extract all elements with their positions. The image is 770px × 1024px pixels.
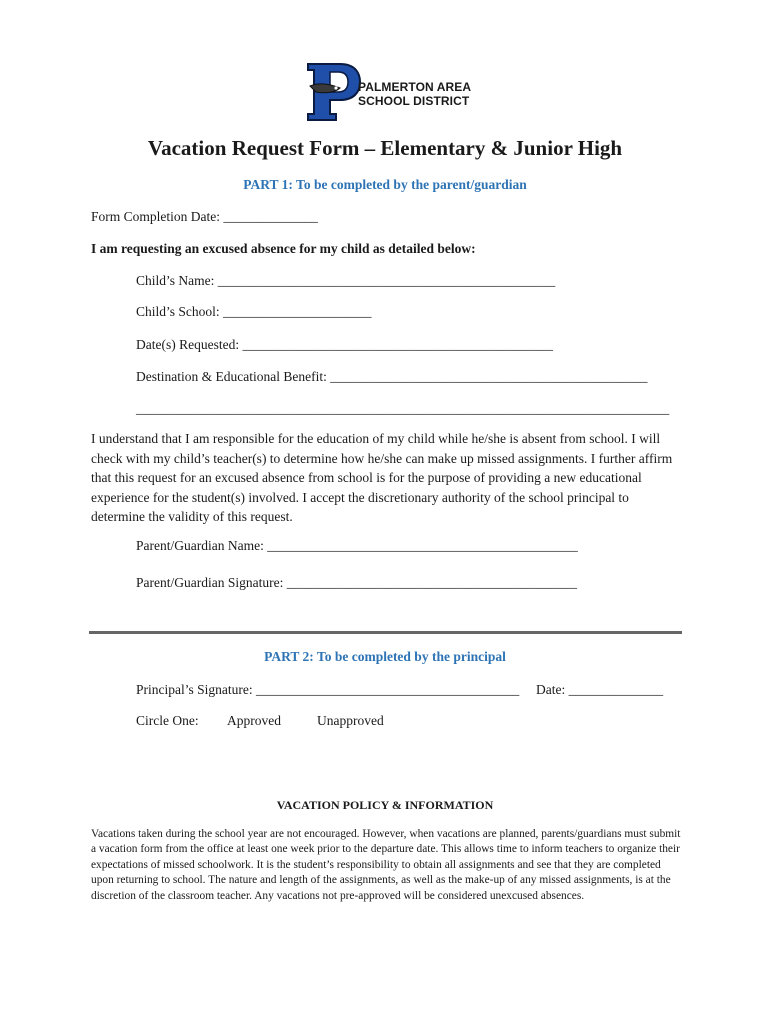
principal-date-field[interactable]: Date: ______________: [536, 682, 664, 697]
approved-option[interactable]: Approved: [227, 713, 281, 728]
part2-heading: PART 2: To be completed by the principal: [264, 649, 506, 664]
circle-one-label: Circle One:: [136, 713, 199, 728]
parent-statement: I understand that I am responsible for the education of my child while he/she is absent from school. I will check with my child’s teacher(s) to determine how he/she can make up missed assignments. I further affirm that this request for an excused absence from school is for the purpose of providing a new educational experience for the student(s) involved. I accept the discretionary authority of the school principal to determine the validity of this request.: [91, 431, 673, 525]
childs-school-field[interactable]: Child’s School: ______________________: [136, 304, 372, 319]
page-title: Vacation Request Form – Elementary & Junior High: [147, 136, 623, 160]
district-logo: [306, 62, 476, 122]
destination-benefit-extra-line[interactable]: _______________________________________________________________________________: [136, 401, 670, 416]
policy-title: VACATION POLICY & INFORMATION: [276, 798, 494, 812]
unapproved-option[interactable]: Unapproved: [317, 713, 384, 728]
dates-requested-field[interactable]: Date(s) Requested: ______________________________________________: [136, 337, 553, 352]
guardian-name-field[interactable]: Parent/Guardian Name: ______________________________________________: [136, 538, 578, 553]
section-divider: [89, 631, 682, 634]
guardian-signature-field[interactable]: Parent/Guardian Signature: ___________________________________________: [136, 575, 577, 590]
policy-text: Vacations taken during the school year are not encouraged. However, when vacations are planned, parents/guardians must submit a vacation form from the office at least one week prior to the departure date. This allows time to inform teachers to organize their expectations of missed schoolwork. It is the student’s responsibility to obtain all assignments and see that they are completed upon returning to school. The nature and length of the assignments, as well as the make-up of any missed assignments, is at the discretion of the classroom teacher. Any vacations not pre-approved will be considered unexcused absences.: [91, 828, 681, 902]
logo-line-2: SCHOOL DISTRICT: [358, 94, 470, 108]
request-intro: I am requesting an excused absence for my child as detailed below:: [91, 241, 476, 256]
part1-heading: PART 1: To be completed by the parent/guardian: [243, 177, 527, 192]
logo-text: [358, 80, 471, 108]
panther-p-logo-icon: [306, 62, 362, 122]
form-completion-date-field[interactable]: Form Completion Date: ______________: [91, 209, 318, 224]
childs-name-field[interactable]: Child’s Name: __________________________________________________: [136, 273, 556, 288]
logo-line-1: PALMERTON AREA: [358, 80, 472, 94]
principal-signature-field[interactable]: Principal’s Signature: _______________________________________: [136, 682, 520, 697]
destination-benefit-field[interactable]: Destination & Educational Benefit: _______________________________________________: [136, 369, 648, 384]
